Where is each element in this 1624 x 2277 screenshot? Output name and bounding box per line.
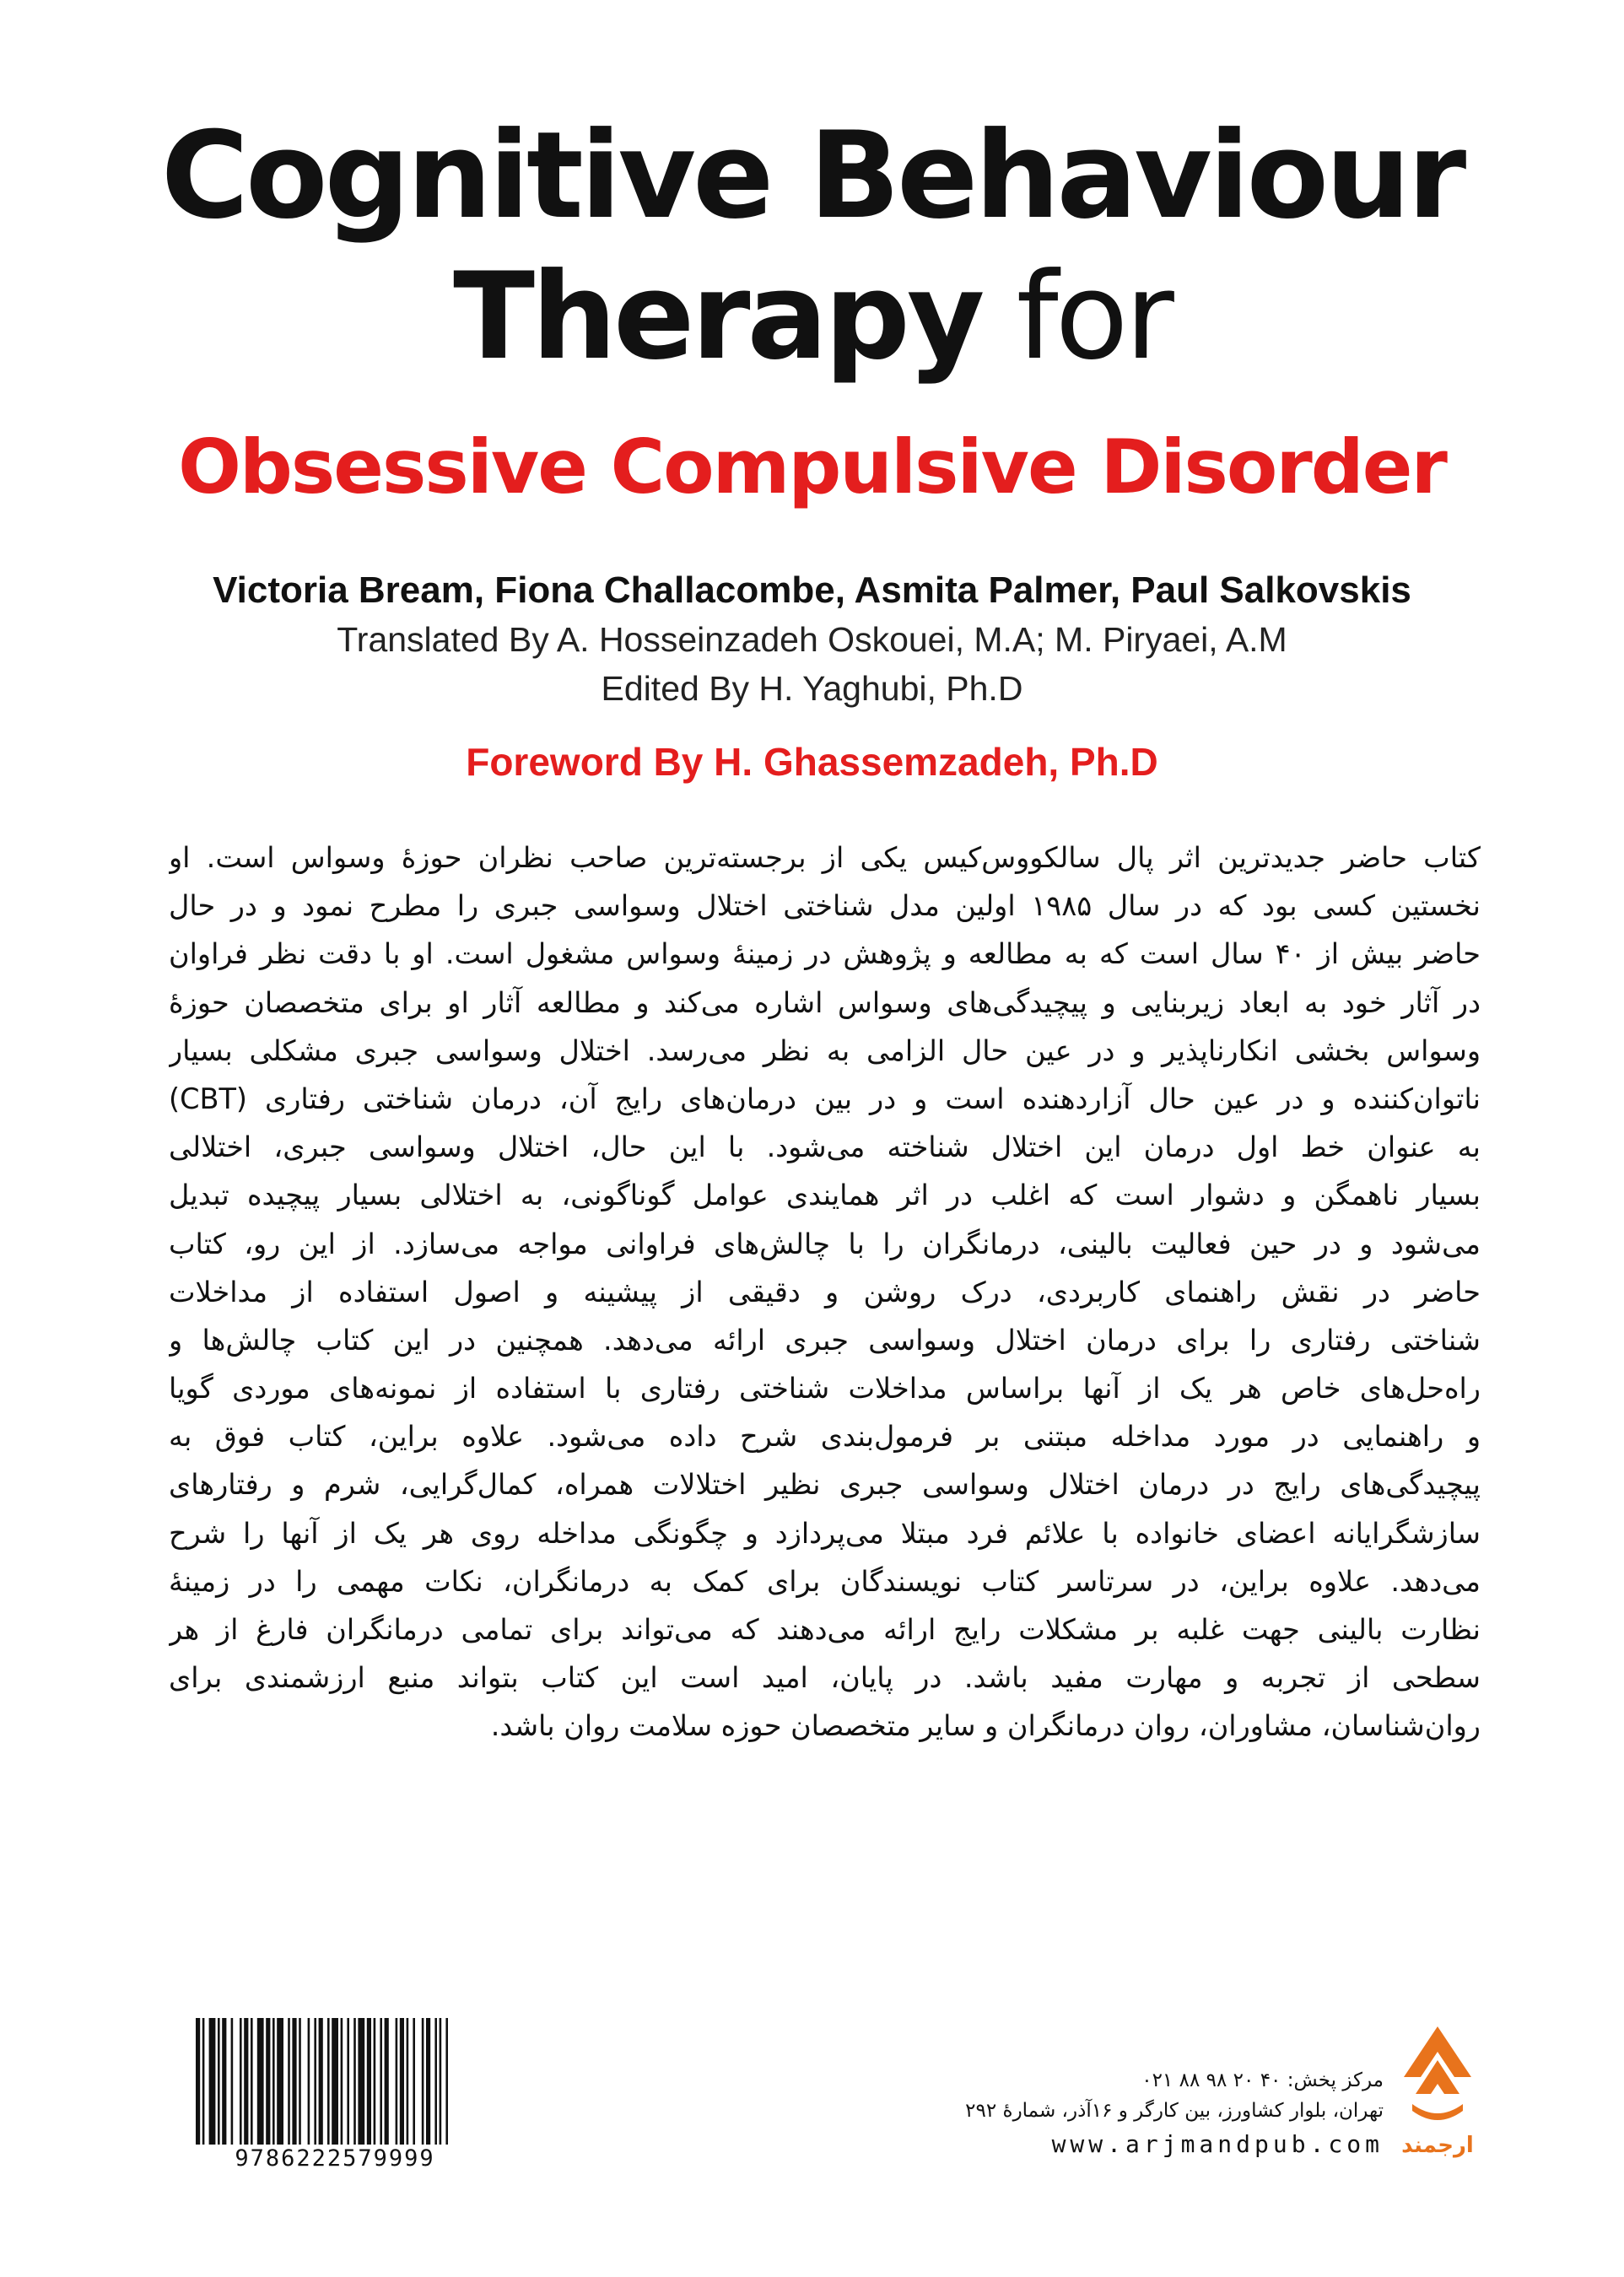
barcode-bar bbox=[244, 2018, 248, 2145]
publisher-address: تهران، بلوار کشاورز، بین کارگر و ۱۶آذر، شمارهٔ ۲۹۲ bbox=[965, 2100, 1384, 2122]
description-line: راه‌حل‌های خاص هر یک از آنها براساس مداخلات شناختی رفتاری با استفاده از نمونه‌های موردی گویا bbox=[169, 1372, 1481, 1406]
barcode-bar bbox=[396, 2018, 398, 2145]
description-line: حاضر بیش از ۴۰ سال است که به مطالعه و پژوهش در زمینهٔ وسواس مشغول است. او با دقت نظر فراوان bbox=[169, 937, 1481, 971]
barcode-bar bbox=[426, 2018, 430, 2145]
barcode-bar bbox=[353, 2018, 356, 2145]
barcode-bar bbox=[358, 2018, 364, 2145]
barcode-bar bbox=[299, 2018, 301, 2145]
back-cover-description bbox=[169, 834, 1481, 1751]
publisher-logo-icon bbox=[1400, 2023, 1475, 2124]
isbn-number: 9786222579999 bbox=[192, 2145, 477, 2172]
barcode-bar bbox=[277, 2018, 283, 2145]
barcode-bars bbox=[192, 2018, 477, 2145]
description-line: به عنوان خط اول درمان این اختلال شناخته می‌شود. با این حال، اختلال وسواسی جبری، اختلالی bbox=[169, 1130, 1481, 1164]
description-line: شناختی رفتاری را برای درمان اختلال وسواسی جبری ارائه می‌دهد. همچنین در این کتاب چالش‌ها و bbox=[169, 1323, 1481, 1357]
publisher-contact bbox=[911, 2065, 1384, 2163]
barcode-bar bbox=[202, 2018, 205, 2145]
book-title-therapy: Therapy bbox=[453, 247, 982, 386]
barcode-bar bbox=[341, 2018, 343, 2145]
barcode-bar bbox=[400, 2018, 404, 2145]
book-subtitle: Obsessive Compulsive Disorder bbox=[178, 424, 1446, 510]
barcode-bar bbox=[251, 2018, 253, 2145]
barcode-bar bbox=[308, 2018, 310, 2145]
translators-line: Translated By A. Hosseinzadeh Oskouei, M.A; M. Piryaei, A.M bbox=[337, 620, 1287, 659]
barcode-bar bbox=[407, 2018, 409, 2145]
barcode-bar bbox=[314, 2018, 316, 2145]
description-line: روان‌شناسان، مشاوران، روان درمانگران و سایر متخصصان حوزه سلامت روان باشد. bbox=[490, 1709, 1481, 1743]
description-line: وسواس بخشی انکارناپذیر و در عین حال الزامی به نظر می‌رسد. اختلال وسواسی جبری مشکلی بسیار bbox=[169, 1033, 1481, 1067]
barcode-bar bbox=[374, 2018, 376, 2145]
barcode-bar bbox=[319, 2018, 323, 2145]
foreword-line: Foreword By H. Ghassemzadeh, Ph.D bbox=[466, 740, 1158, 784]
barcode-bar bbox=[332, 2018, 338, 2145]
book-title-for: for bbox=[981, 247, 1171, 386]
description-line: می‌دهد. علاوه براین، در سرتاسر کتاب نویسندگان برای کمک به درمانگران، نکات مهمی را در زمینهٔ bbox=[169, 1564, 1481, 1598]
barcode-bar bbox=[327, 2018, 330, 2145]
description-line: و راهنمایی در مورد مداخله مبتنی بر فرمول‌بندی شرح داده می‌شود. علاوه براین، کتاب فوق به bbox=[169, 1420, 1481, 1454]
barcode-bar bbox=[440, 2018, 442, 2145]
description-line: در آثار خود به ابعاد زیربنایی و پیچیدگی‌های وسواس اشاره می‌کند و مطالعه آثار او برای متخصصان حوزهٔ bbox=[169, 985, 1481, 1019]
barcode-bar bbox=[196, 2018, 200, 2145]
barcode-bar bbox=[347, 2018, 349, 2145]
description-line: نظارت بالینی جهت غلبه بر مشکلات رایج ارائه می‌دهند که می‌تواند برای تمامی درمانگران فارغ از هر bbox=[169, 1613, 1481, 1646]
barcode-bar bbox=[445, 2018, 448, 2145]
description-line: پیچیدگی‌های رایج در درمان اختلال وسواسی جبری نظیر اختلالات همراه، کمال‌گرایی، شرم و رفتارهای bbox=[169, 1468, 1481, 1502]
description-line: ناتوان‌کننده و در عین حال آزاردهنده است و در بین درمان‌های رایج آن، درمان شناختی رفتاری (CBT) bbox=[169, 1082, 1481, 1115]
barcode-bar bbox=[380, 2018, 382, 2145]
description-line: نخستین کسی بود که در سال ۱۹۸۵ اولین مدل شناختی اختلال وسواسی جبری را مطرح نمود و در حال bbox=[169, 889, 1481, 923]
description-line: سطحی از تجربه و مهارت مفید باشد. در پایان، امید است این کتاب بتواند منبع ارزشمندی برای bbox=[169, 1661, 1481, 1695]
barcode-bar bbox=[257, 2018, 264, 2145]
barcode-bar bbox=[222, 2018, 226, 2145]
barcode-bar bbox=[422, 2018, 424, 2145]
description-line: حاضر در نقش راهنمای کاربردی، درک روشن و دقیقی از پیشینه و اصول استفاده از مداخلات bbox=[169, 1275, 1481, 1308]
barcode-bar bbox=[272, 2018, 275, 2145]
description-line: کتاب حاضر جدیدترین اثر پال سالکووس‌کیس یکی از برجسته‌ترین صاحب نظران حوزهٔ وسواس است. او bbox=[169, 841, 1481, 874]
distribution-center: مرکز پخش: ۴۰ ۲۰ ۹۸ ۸۸ ۰۲۱ bbox=[1141, 2069, 1384, 2091]
barcode-bar bbox=[367, 2018, 371, 2145]
barcode-bar bbox=[218, 2018, 220, 2145]
description-line: می‌شود و در حین فعالیت بالینی، درمانگران را با چالش‌های فراوانی مواجه می‌سازد. از این رو، کتاب bbox=[169, 1227, 1481, 1260]
barcode-bar bbox=[413, 2018, 415, 2145]
barcode-bar bbox=[209, 2018, 216, 2145]
barcode-bar bbox=[434, 2018, 437, 2145]
publisher-name: ارجمند bbox=[1401, 2133, 1474, 2158]
book-title-line-1: Cognitive Behaviour bbox=[160, 106, 1464, 246]
description-line: سازشگرایانه اعضای خانواده با علائم فرد مبتلا می‌پردازد و چگونگی مداخله روی هر یک از آنها را شرح bbox=[169, 1516, 1481, 1550]
barcode-bar bbox=[288, 2018, 290, 2145]
editor-line: Edited By H. Yaghubi, Ph.D bbox=[601, 669, 1023, 708]
barcode-bar bbox=[385, 2018, 389, 2145]
barcode-bar bbox=[292, 2018, 296, 2145]
book-title-line-2 bbox=[0, 247, 1624, 386]
barcode-bar bbox=[266, 2018, 270, 2145]
description-line: بسیار ناهمگن و دشوار است که اغلب در اثر همایندی عوامل گوناگونی، به اختلالی بسیار پیچیده تبدیل bbox=[169, 1179, 1481, 1212]
authors-line: Victoria Bream, Fiona Challacombe, Asmita Palmer, Paul Salkovskis bbox=[213, 569, 1411, 611]
barcode-bar bbox=[231, 2018, 234, 2145]
publisher-website: www.arjmandpub.com bbox=[1051, 2130, 1384, 2158]
barcode-bar bbox=[240, 2018, 242, 2145]
